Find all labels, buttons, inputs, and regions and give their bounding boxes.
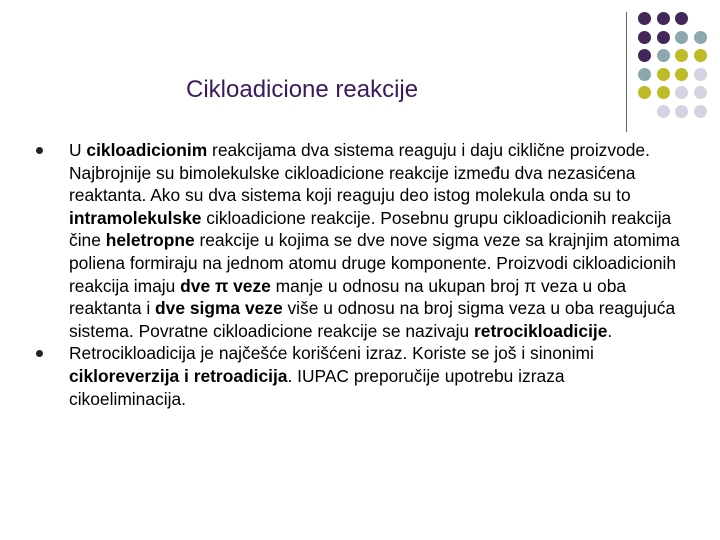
decor-dot <box>694 49 707 62</box>
bullet-item <box>36 342 686 410</box>
decor-dot <box>675 105 688 118</box>
bold-text: retrocikloadicije <box>474 320 608 341</box>
body-text: Retrocikloadicija je najčešće korišćeni izraz. Koriste se još i sinonimi <box>69 343 594 364</box>
decor-dot <box>638 49 651 62</box>
decor-dot <box>694 105 707 118</box>
bold-text: dve sigma veze <box>155 298 283 319</box>
bold-text: dve π veze <box>180 275 271 296</box>
decor-dot <box>657 12 670 25</box>
bullet-dot-icon <box>36 350 43 357</box>
decor-dot <box>638 12 651 25</box>
divider-line <box>626 12 627 132</box>
bold-text: intramolekulske <box>69 207 202 228</box>
decor-dot <box>675 12 688 25</box>
decor-dot <box>675 49 688 62</box>
decor-dot <box>638 31 651 44</box>
decor-dot <box>694 86 707 99</box>
bold-text: cikloadicionim <box>86 140 208 160</box>
decor-dot <box>675 31 688 44</box>
decor-dot <box>657 49 670 62</box>
decor-dot <box>675 68 688 81</box>
decorative-dot-grid <box>638 12 712 116</box>
slide-body <box>36 139 686 410</box>
decor-dot <box>638 68 651 81</box>
body-text: reakcije u kojima se dve nove sigma veze sa krajnjim atomima poliena formiraju na jednom atomu druge komponente. Proizvodi cikloadicionih reakcija imaju <box>69 230 680 296</box>
decor-dot <box>675 86 688 99</box>
decor-dot <box>694 31 707 44</box>
bullet-item <box>36 139 686 342</box>
body-text: . IUPAC preporučije upotrebu izraza cikoeliminacija. <box>69 365 565 409</box>
bullet-dot-icon <box>36 147 43 154</box>
body-text: cikloadicione reakcije. Posebnu grupu cikloadicionih reakcija čine <box>69 207 672 251</box>
decor-dot <box>638 86 651 99</box>
decor-dot <box>657 31 670 44</box>
decor-dot <box>657 68 670 81</box>
body-text: U <box>69 140 87 160</box>
bold-text: heletropne <box>105 230 195 251</box>
slide-title: Cikloadicione reakcije <box>186 76 419 103</box>
decor-dot <box>657 86 670 99</box>
body-text: manje u odnosu na ukupan broj π veza u oba reaktanta i <box>69 275 627 319</box>
body-text: reakcijama dva sistema reaguju i daju ciklične proizvode. Najbrojnije su bimolekulske cikloadicione reakcije između dva nezasićena reaktanta. Ako su dva sistema koji reaguju deo istog molekula onda su to <box>69 140 650 206</box>
body-text: . <box>607 320 613 341</box>
bold-text: cikloreverzija i retroadicija <box>69 365 288 386</box>
decor-dot <box>657 105 670 118</box>
decor-dot <box>694 68 707 81</box>
body-text: više u odnosu na broj sigma veza u oba reagujuća sistema. Povratne cikloadicione reakcije se nazivaju <box>69 298 676 341</box>
